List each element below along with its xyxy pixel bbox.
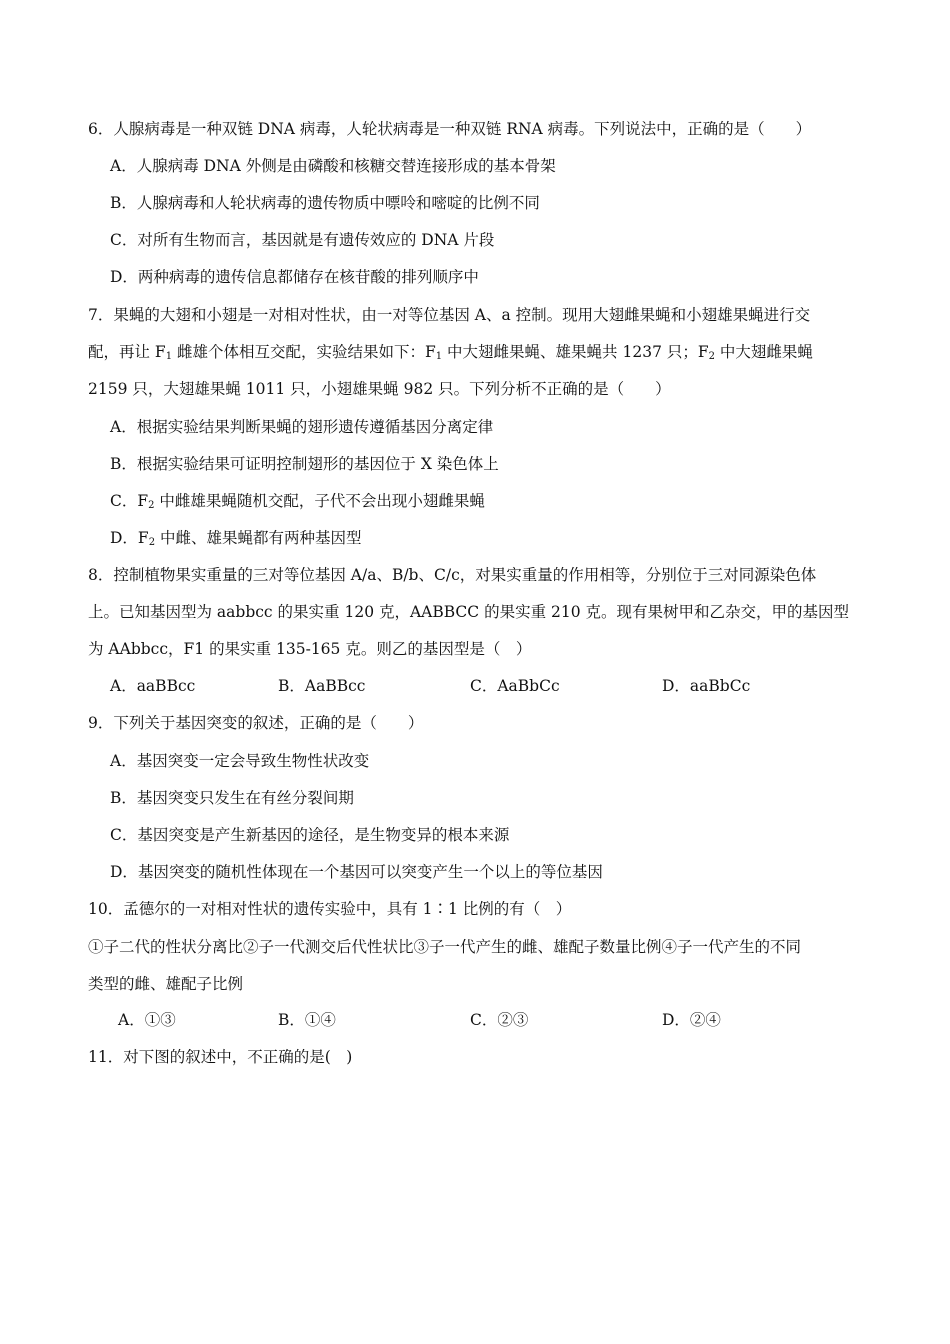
question-10-stem: 10．孟德尔的一对相对性状的遗传实验中，具有 1∶1 比例的有（ ） (88, 900, 572, 918)
question-10-option-d: D．②④ (662, 1011, 721, 1029)
question-10-option-b: B．①④ (278, 1011, 336, 1029)
question-6-option-a: A．人腺病毒 DNA 外侧是由磷酸和核糖交替连接形成的基本骨架 (110, 157, 556, 175)
question-7-option-b: B．根据实验结果可证明控制翅形的基因位于 X 染色体上 (110, 455, 499, 473)
question-7-option-d: D．$F_2$ 中雌、雄果蝇都有两种基因型 (110, 529, 362, 548)
question-8-line-1: 8．控制植物果实重量的三对等位基因 A/a、B/b、C/c，对果实重量的作用相等，分别位于三对同源染色体 (88, 566, 817, 584)
question-10-option-a: A．①③ (118, 1011, 176, 1029)
question-9-option-d: D．基因突变的随机性体现在一个基因可以突变产生一个以上的等位基因 (110, 863, 603, 881)
question-10-option-c: C．②③ (470, 1011, 529, 1029)
question-11-stem: 11．对下图的叙述中，不正确的是( ) (88, 1048, 353, 1066)
question-10-line-2: ①子二代的性状分离比②子一代测交后代性状比③子一代产生的雌、雄配子数量比例④子一代产生的不同 (88, 938, 802, 956)
question-7-option-a: A．根据实验结果判断果蝇的翅形遗传遵循基因分离定律 (110, 418, 494, 436)
question-9-option-b: B．基因突变只发生在有丝分裂间期 (110, 789, 354, 807)
question-6-stem: 6．人腺病毒是一种双链 DNA 病毒，人轮状病毒是一种双链 RNA 病毒。下列说法中，正确的是（ ） (88, 120, 812, 138)
question-8-option-b: B．AaBBcc (278, 677, 366, 695)
question-8-option-c: C．AaBbCc (470, 677, 560, 695)
question-7-line-1: 7．果蝇的大翅和小翅是一对相对性状，由一对等位基因 A、a 控制。现用大翅雌果蝇和小翅雄果蝇进行交 (88, 306, 811, 324)
question-9-stem: 9．下列关于基因突变的叙述，正确的是（ ） (88, 714, 424, 732)
question-8-option-d: D．aaBbCc (662, 677, 751, 695)
question-7-line-2: 配，再让 $F_1$ 雌雄个体相互交配，实验结果如下：$F_1$ 中大翅雌果蝇、雄果蝇共 1237 只；$F_2$ 中大翅雌果蝇 (88, 343, 813, 362)
question-7-line-3: 2159 只，大翅雄果蝇 1011 只，小翅雄果蝇 982 只。下列分析不正确的是（ ） (88, 380, 671, 398)
question-6-option-c: C．对所有生物而言，基因就是有遗传效应的 DNA 片段 (110, 231, 495, 249)
question-9-option-a: A．基因突变一定会导致生物性状改变 (110, 752, 370, 770)
question-8-line-2: 上。已知基因型为 aabbcc 的果实重 120 克，AABBCC 的果实重 210 克。现有果树甲和乙杂交，甲的基因型 (88, 603, 850, 621)
question-6-option-d: D．两种病毒的遗传信息都储存在核苷酸的排列顺序中 (110, 268, 479, 286)
question-8-option-a: A．aaBBcc (110, 677, 196, 695)
question-8-line-3: 为 AAbbcc，F1 的果实重 135-165 克。则乙的基因型是（ ） (88, 640, 532, 658)
question-6-option-b: B．人腺病毒和人轮状病毒的遗传物质中嘌呤和嘧啶的比例不同 (110, 194, 540, 212)
question-7-option-c: C．$F_2$ 中雌雄果蝇随机交配，子代不会出现小翅雌果蝇 (110, 492, 485, 511)
question-9-option-c: C．基因突变是产生新基因的途径，是生物变异的根本来源 (110, 826, 510, 844)
question-10-line-3: 类型的雌、雄配子比例 (88, 975, 244, 993)
